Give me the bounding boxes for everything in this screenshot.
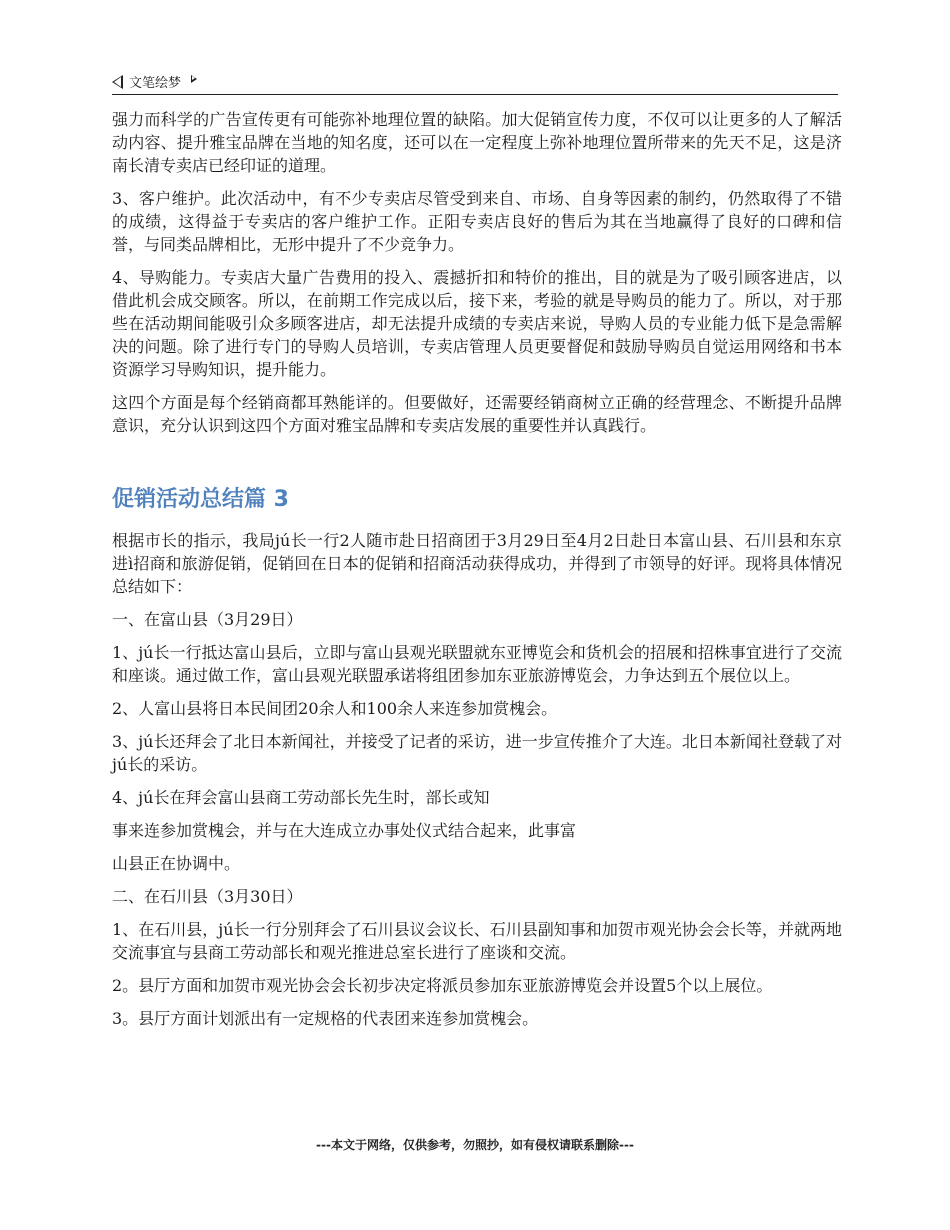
paragraph: 事来连参加赏槐会，并与在大连成立办事处仪式结合起来，此事富 — [112, 821, 577, 840]
paragraph: 二、在石川县（3月30日） — [112, 887, 303, 906]
paragraph: 1、在石川县，jú长一行分别拜会了石川县议会议长、石川县副知事和加贺市观光协会会长等，并就两地交流事宜与县商工劳动部长和观光推进总室长进行了座谈和交流。 — [112, 920, 842, 962]
paragraph: 2。县厅方面和加贺市观光协会会长初步决定将派员参加东亚旅游博览会并设置5个以上展位。 — [112, 976, 773, 995]
paragraph: 4、导购能力。专卖店大量广告费用的投入、震撼折扣和特价的推出，目的就是为了吸引顾客进店，以借此机会成交顾客。所以，在前期工作完成以后，接下来，考验的就是导购员的能力了。所以，对于那些在活动期间能吸引众多顾客进店，却无法提升成绩的专卖店来说，导购人员的专业能力低下是急需解决的问题。除了进行专门的导购人员培训，专卖店管理人员更要督促和鼓励导购员自觉运用网络和书本资源学习导购知识，提升能力。 — [112, 268, 842, 379]
paragraph: 4、jú长在拜会富山县商工劳动部长先生时，部长或知 — [112, 788, 490, 807]
paragraph: 山县正在协调中。 — [112, 854, 241, 873]
header-brand — [112, 72, 197, 91]
paragraph: 1、jú长一行抵达富山县后，立即与富山县观光联盟就东亚博览会和货机会的招展和招株事宜进行了交流和座谈。通过做工作，富山县观光联盟承诺将组团参加东亚旅游博览会，力争达到五个展位以上。 — [112, 643, 842, 685]
paragraph: 3、客户维护。此次活动中，有不少专卖店尽管受到来自、市场、自身等因素的制约，仍然取得了不错的成绩，这得益于专卖店的客户维护工作。正阳专卖店良好的售后为其在当地赢得了良好的口碑和信誉，与同类品牌相比，无形中提升了不少竞争力。 — [112, 189, 842, 254]
section-title: 促销活动总结篇 3 — [112, 487, 289, 512]
page-header — [112, 68, 838, 95]
document-body — [112, 108, 842, 1040]
paragraph: 3、jú长还拜会了北日本新闻社，并接受了记者的采访，进一步宣传推介了大连。北日本新闻社登载了对jú长的采访。 — [112, 732, 842, 774]
paragraph: 一、在富山县（3月29日） — [112, 610, 303, 629]
paragraph: 根据市长的指示，我局jú长一行2人随市赴日招商团于3月29日至4月2日赴日本富山县、石川县和东京进ì招商和旅游促销，促销回在日本的促销和招商活动获得成功，并得到了市领导的好评。现将具体情况总结如下： — [112, 531, 842, 596]
page-footer: ---本文于网络，仅供参考，勿照抄，如有侵权请联系删除--- — [316, 1138, 634, 1152]
paragraph: 2、人富山县将日本民间团20余人和100余人来连参加赏槐会。 — [112, 699, 558, 718]
triangle-right-icon — [191, 75, 197, 83]
paragraph: 强力而科学的广告宣传更有可能弥补地理位置的缺陷。加大促销宣传力度，不仅可以让更多的人了解活动内容、提升雅宝品牌在当地的知名度，还可以在一定程度上弥补地理位置所带来的先天不足，这是济南长清专卖店已经印证的道理。 — [112, 110, 842, 175]
brand-text: 文笔绘梦 — [129, 76, 182, 91]
paragraph: 3。县厅方面计划派出有一定规格的代表团来连参加赏槐会。 — [112, 1009, 539, 1028]
paragraph: 这四个方面是每个经销商都耳熟能详的。但要做好，还需要经销商树立正确的经营理念、不断提升品牌意识，充分认识到这四个方面对雅宝品牌和专卖店发展的重要性并认真践行。 — [112, 393, 842, 435]
triangle-left-icon — [112, 75, 123, 89]
